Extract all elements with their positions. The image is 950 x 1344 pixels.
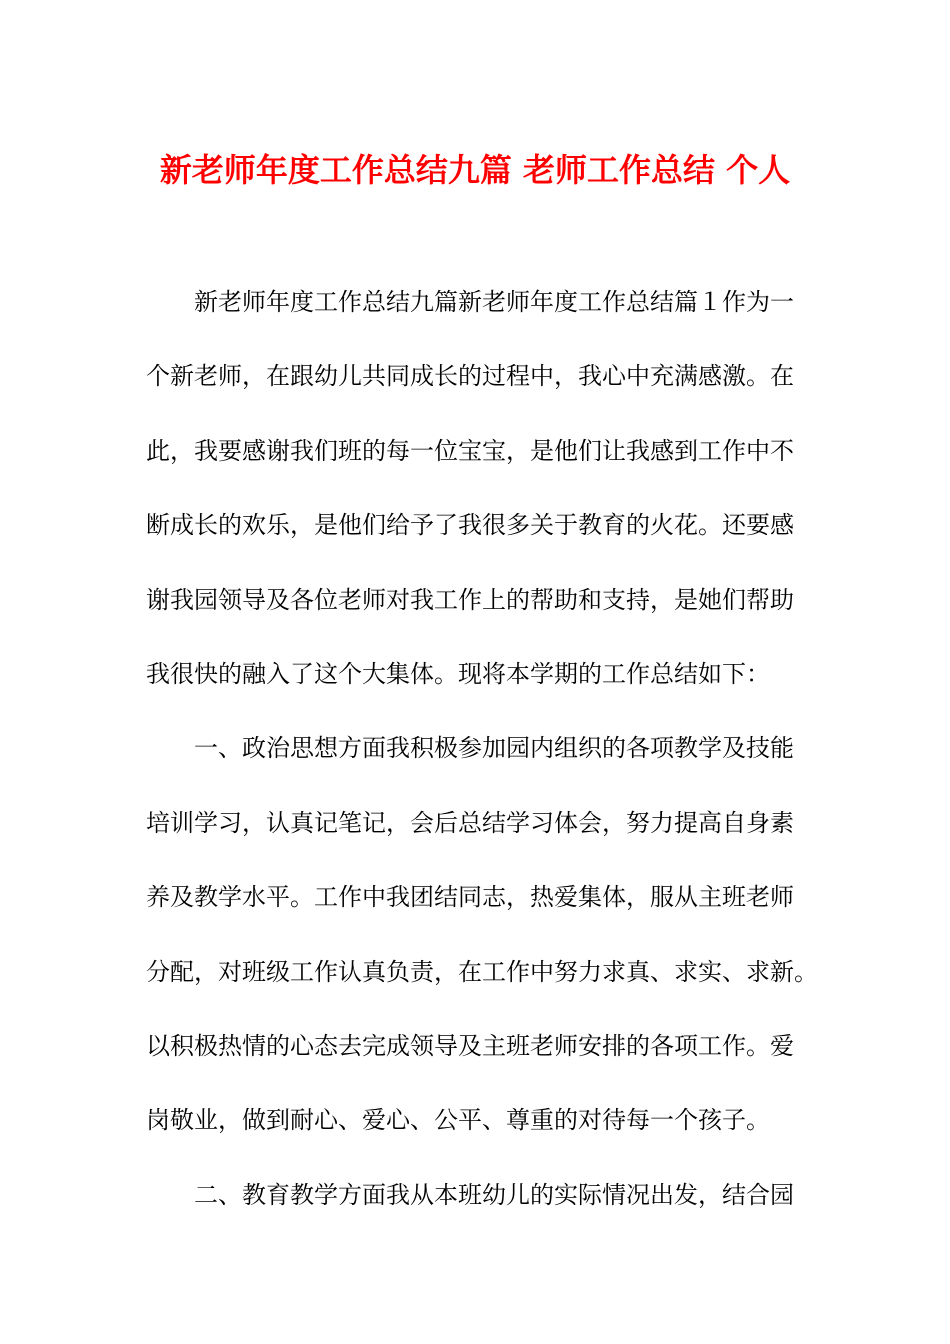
paragraph-line: 分配，对班级工作认真负责，在工作中努力求真、求实、求新。 [146, 957, 818, 986]
document-body [146, 281, 818, 1248]
paragraph-line: 培训学习，认真记笔记，会后总结学习体会，努力提高自身素 [146, 808, 794, 837]
paragraph-line: 一、政治思想方面我积极参加园内组织的各项教学及技能 [194, 734, 794, 763]
paragraph-line: 我很快的融入了这个大集体。现将本学期的工作总结如下： [146, 659, 770, 688]
document-title: 新老师年度工作总结九篇 老师工作总结 个人 [159, 151, 791, 189]
paragraph-line: 个新老师，在跟幼儿共同成长的过程中，我心中充满感激。在 [146, 362, 794, 391]
paragraph-line: 岗敬业，做到耐心、爱心、公平、尊重的对待每一个孩子。 [146, 1106, 770, 1135]
paragraph-line: 此，我要感谢我们班的每一位宝宝，是他们让我感到工作中不 [146, 436, 794, 465]
paragraph-line: 谢我园领导及各位老师对我工作上的帮助和支持，是她们帮助 [146, 585, 794, 614]
paragraph-line: 断成长的欢乐，是他们给予了我很多关于教育的火花。还要感 [146, 511, 794, 540]
paragraph-line: 新老师年度工作总结九篇新老师年度工作总结篇１作为一 [194, 288, 794, 316]
paragraph-line: 二、教育教学方面我从本班幼儿的实际情况出发，结合园 [194, 1180, 794, 1209]
paragraph-line: 养及教学水平。工作中我团结同志，热爱集体，服从主班老师 [146, 883, 794, 912]
paragraph-line: 以积极热情的心态去完成领导及主班老师安排的各项工作。爱 [146, 1031, 794, 1060]
